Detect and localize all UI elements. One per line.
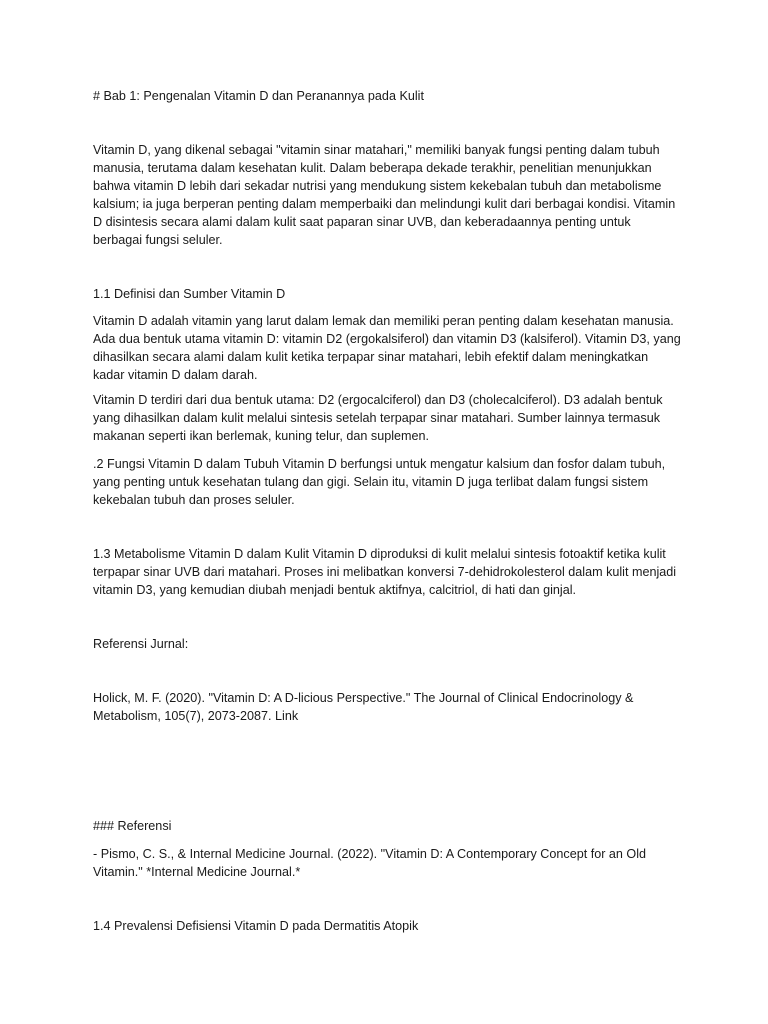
section-1-1-title: 1.1 Definisi dan Sumber Vitamin D — [93, 287, 286, 301]
reference-journal-label: Referensi Jurnal: — [93, 637, 189, 651]
section-1-2-paragraph: .2 Fungsi Vitamin D dalam Tubuh Vitamin D berfungsi untuk mengatur kalsium dan fosfor dalam tubuh, yang penting untuk kesehatan tulang dan gigi. Selain itu, vitamin D juga terlibat dalam fungsi sistem kekebalan tubuh dan proses seluler. — [93, 457, 666, 507]
reference-entry: Holick, M. F. (2020). "Vitamin D: A D-licious Perspective." The Journal of Clinical Endocrinology & Metabolism, 105(7), 2073-2087. Link — [93, 691, 634, 723]
section-1-1-paragraph-2: Vitamin D terdiri dari dua bentuk utama: D2 (ergocalciferol) dan D3 (cholecalciferol). D3 adalah bentuk yang dihasilkan dalam kulit melalui sintesis setelah terpapar sinar matahari. Sumber lainnya termasuk makanan seperti ikan berlemak, kuning telur, dan suplemen. — [93, 393, 663, 443]
section-1-3-paragraph: 1.3 Metabolisme Vitamin D dalam Kulit Vitamin D diproduksi di kulit melalui sintesis fotoaktif ketika kulit terpapar sinar UVB dari matahari. Proses ini melibatkan konversi 7-dehidrokolesterol dalam kulit menjadi vitamin D3, yang kemudian diubah menjadi bentuk aktifnya, calcitriol, di hati dan ginjal. — [93, 547, 677, 597]
chapter-heading: # Bab 1: Pengenalan Vitamin D dan Peranannya pada Kulit — [93, 89, 424, 103]
section-1-4-title: 1.4 Prevalensi Defisiensi Vitamin D pada Dermatitis Atopik — [93, 919, 419, 933]
intro-paragraph: Vitamin D, yang dikenal sebagai "vitamin sinar matahari," memiliki banyak fungsi penting dalam tubuh manusia, terutama dalam kesehatan kulit. Dalam beberapa dekade terakhir, penelitian menunjukkan bahwa vitamin D lebih dari sekadar nutrisi yang mendukung sistem kekebalan tubuh dan metabolisme kalsium; ia juga berperan penting dalam memperbaiki dan melindungi kulit dari berbagai kondisi. Vitamin D disintesis secara alami dalam kulit saat paparan sinar UVB, dan keberadaannya penting untuk berbagai fungsi seluler. — [93, 143, 676, 247]
references-heading: ### Referensi — [93, 819, 172, 833]
reference-entry: - Pismo, C. S., & Internal Medicine Journal. (2022). "Vitamin D: A Contemporary Concept for an Old Vitamin." *Internal Medicine Journal.* — [93, 847, 647, 879]
section-1-1-paragraph-1: Vitamin D adalah vitamin yang larut dalam lemak dan memiliki peran penting dalam kesehatan manusia. Ada dua bentuk utama vitamin D: vitamin D2 (ergokalsiferol) dan vitamin D3 (kalsiferol). Vitamin D3, yang dihasilkan secara alami dalam kulit ketika terpapar sinar matahari, lebih efektif dalam meningkatkan kadar vitamin D dalam darah. — [93, 314, 681, 382]
